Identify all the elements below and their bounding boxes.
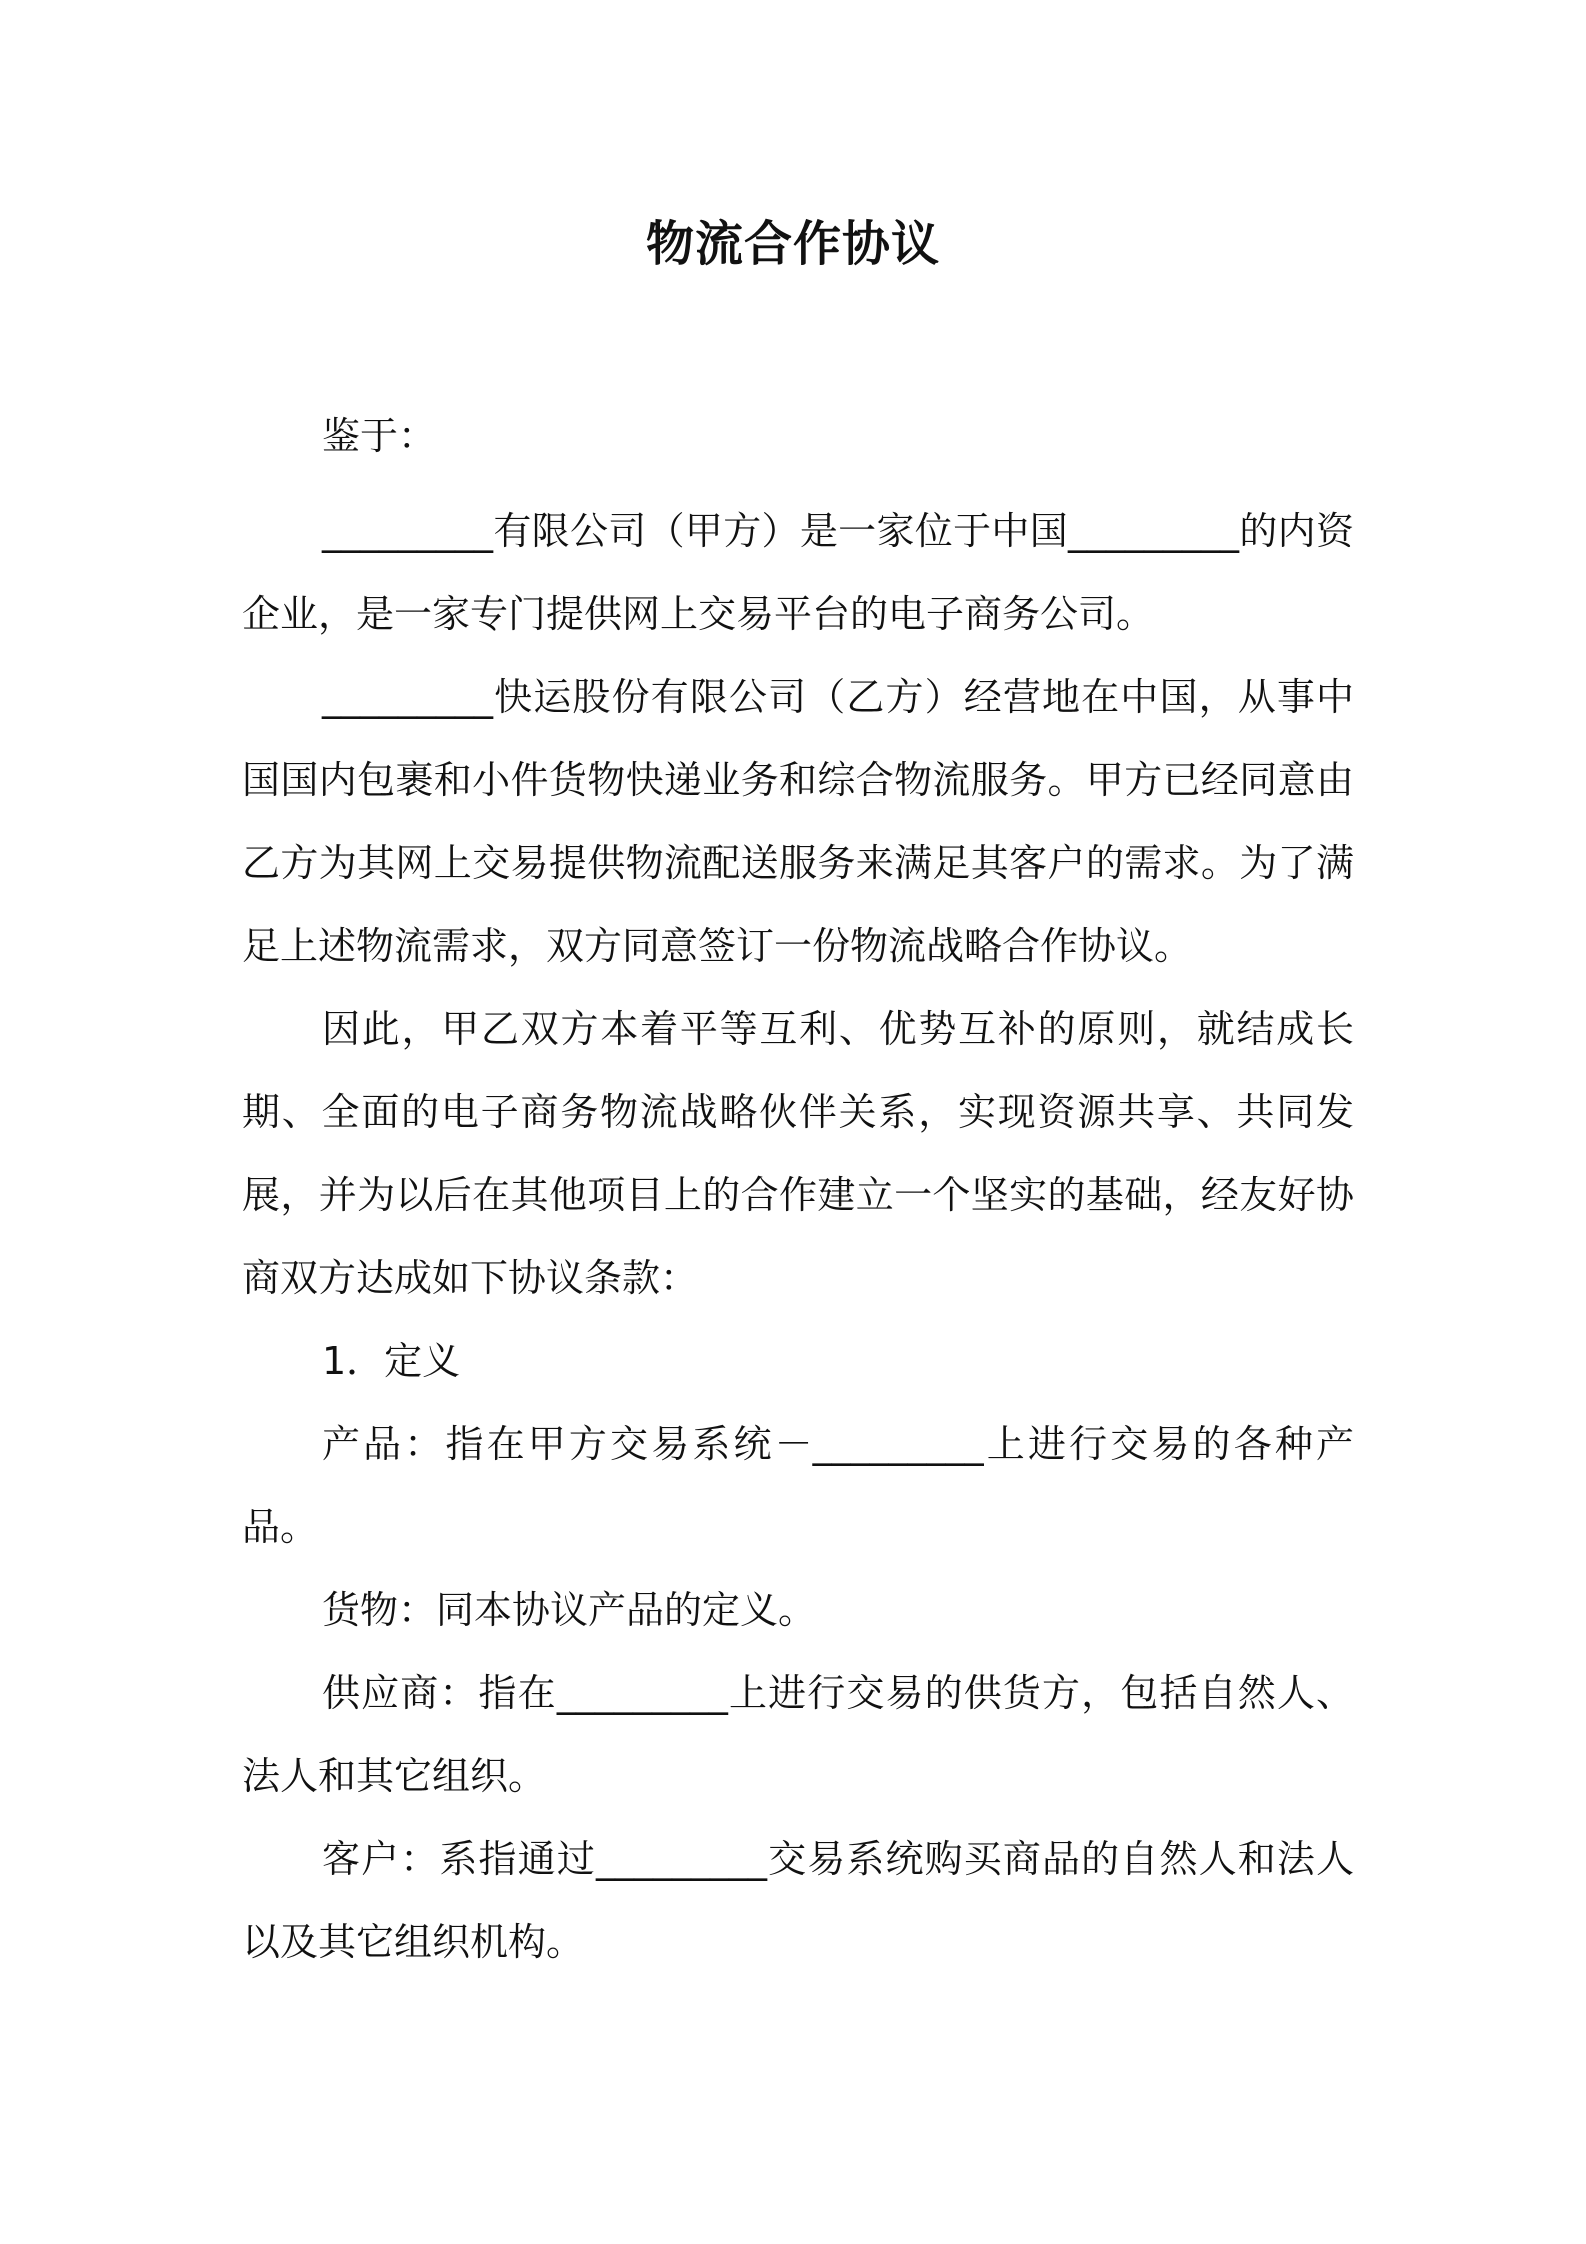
document-title: 物流合作协议	[645, 216, 940, 272]
section-heading-definitions: 1．定义	[322, 1339, 461, 1383]
paragraph-purpose: 因此，甲乙双方本着平等互利、优势互补的原则，就结成长期、全面的电子商务物流战略伙伴关系，实现资源共享、共同发展，并为以后在其他项目上的合作建立一个坚实的基础，经友好协商双方达成如下协议条款：	[242, 1007, 1354, 1300]
paragraph-preamble: 鉴于：	[322, 414, 437, 458]
definition-customer: 客户：系指通过_________交易系统购买商品的自然人和法人以及其它组织机构。	[242, 1837, 1354, 1964]
definition-goods: 货物：同本协议产品的定义。	[322, 1588, 817, 1632]
document-body	[242, 395, 1354, 1984]
definition-product: 产品：指在甲方交易系统－_________上进行交易的各种产品。	[242, 1422, 1354, 1549]
definition-supplier: 供应商：指在_________上进行交易的供货方，包括自然人、法人和其它组织。	[242, 1671, 1354, 1798]
paragraph-party-a: _________有限公司（甲方）是一家位于中国_________的内资企业，是一家专门提供网上交易平台的电子商务公司。	[242, 509, 1354, 636]
paragraph-party-b: _________快运股份有限公司（乙方）经营地在中国，从事中国国内包裹和小件货物快递业务和综合物流服务。甲方已经同意由乙方为其网上交易提供物流配送服务来满足其客户的需求。为了满足上述物流需求，双方同意签订一份物流战略合作协议。	[242, 675, 1354, 968]
